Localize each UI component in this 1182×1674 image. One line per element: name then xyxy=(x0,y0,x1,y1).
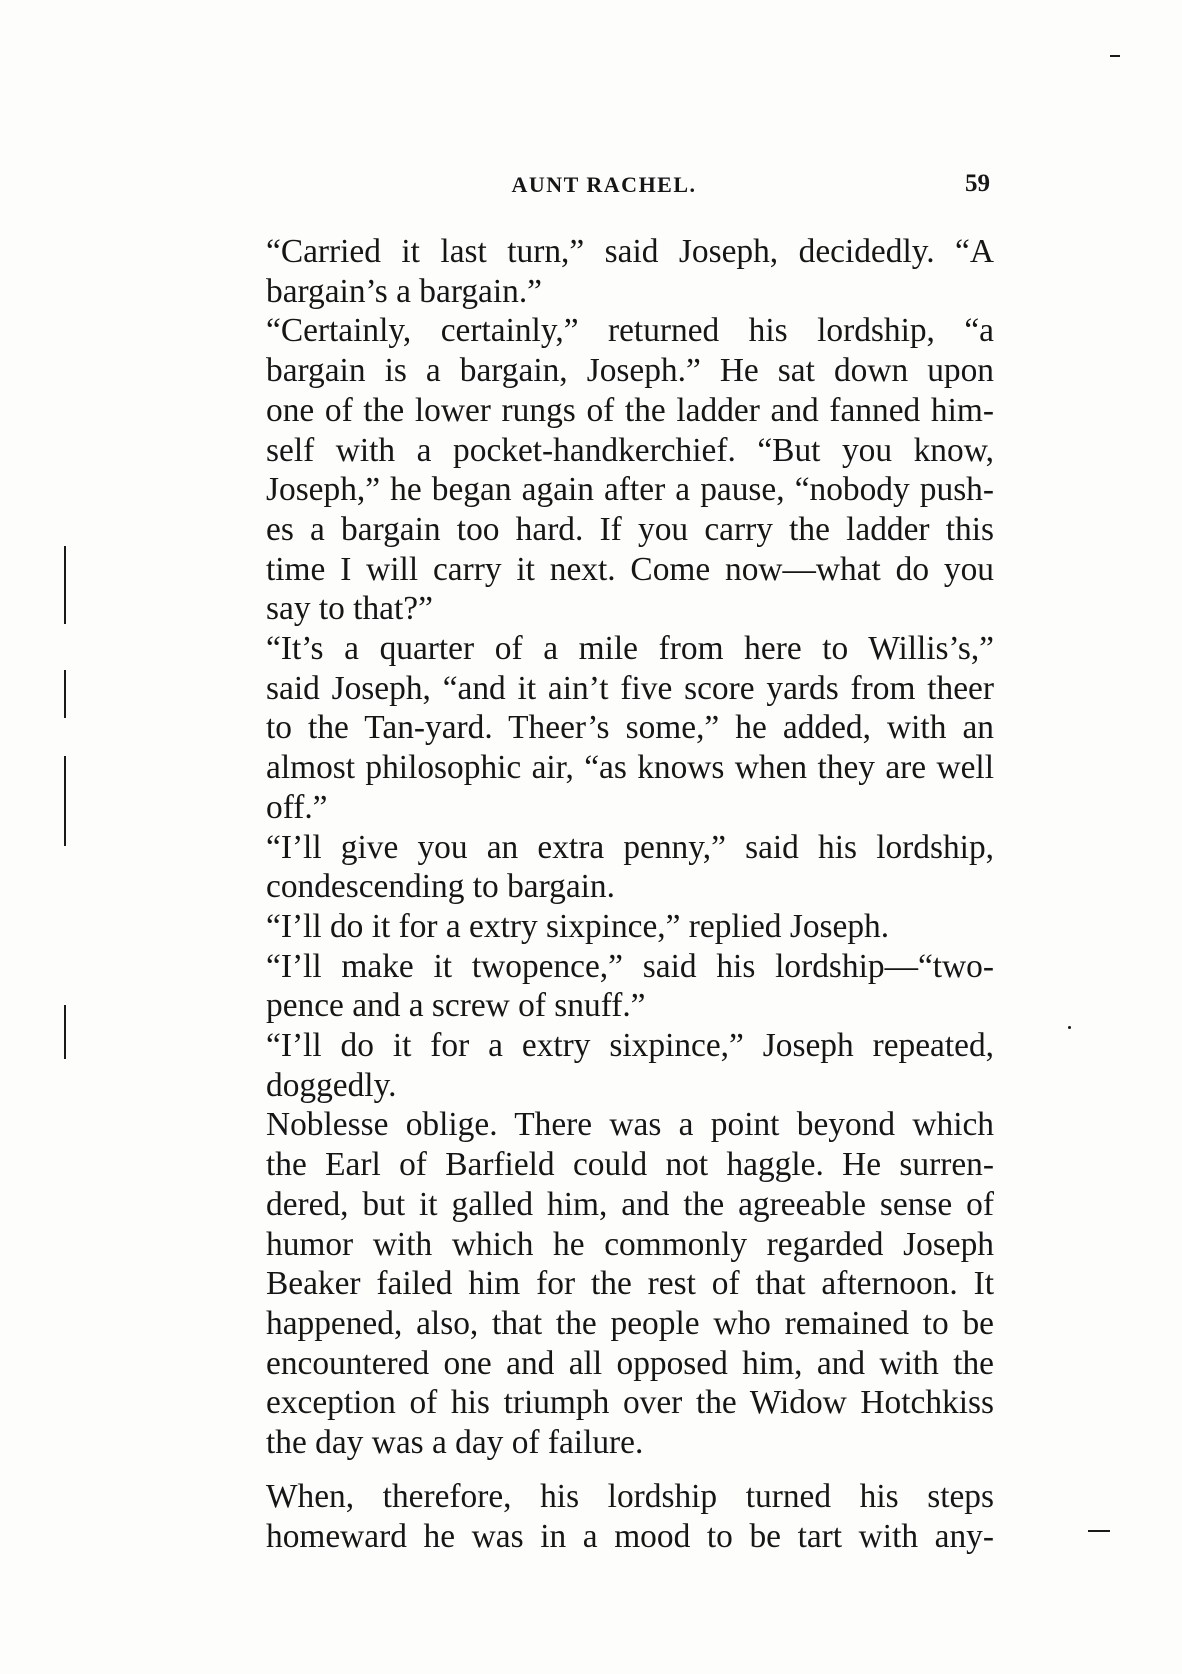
text-line: “I’ll give you an extra penny,” said his lordship, xyxy=(266,828,994,866)
text-line: the day was a day of failure. xyxy=(266,1424,644,1462)
edge-speck xyxy=(1088,1530,1110,1532)
text-line: homeward he was in a mood to be tart with any- xyxy=(266,1517,994,1555)
text-line: happened, also, that the people who remained to be xyxy=(266,1304,994,1342)
text-line: condescending to bargain. xyxy=(266,868,615,906)
text-line: self with a pocket-handkerchief. “But you know, xyxy=(266,431,994,469)
paragraph-7 xyxy=(214,1026,994,1105)
text-line: es a bargain too hard. If you carry the ladder this xyxy=(266,510,994,548)
text-line: “Certainly, certainly,” returned his lordship, “a xyxy=(266,312,994,350)
text-line: bargain is a bargain, Joseph.” He sat down upon xyxy=(266,352,994,390)
paragraph-8 xyxy=(214,1105,994,1462)
text-line: said Joseph, “and it ain’t five score yards from theer xyxy=(266,669,994,707)
body-text xyxy=(214,232,994,1556)
paragraph-6 xyxy=(214,947,994,1026)
edge-speck xyxy=(1110,55,1120,57)
paragraph-2 xyxy=(214,311,994,629)
paragraph-1 xyxy=(214,232,994,311)
text-line: humor with which he commonly regarded Joseph xyxy=(266,1225,994,1263)
text-line: one of the lower rungs of the ladder and fanned him- xyxy=(266,391,994,429)
text-line: Beaker failed him for the rest of that afternoon. It xyxy=(266,1265,994,1303)
text-line: When, therefore, his lordship turned his steps xyxy=(266,1477,994,1515)
text-line: “It’s a quarter of a mile from here to Willis’s,” xyxy=(266,630,994,668)
text-line: bargain’s a bargain.” xyxy=(266,272,542,310)
text-line: doggedly. xyxy=(266,1066,397,1104)
text-line: pence and a screw of snuff.” xyxy=(266,987,646,1025)
margin-mark xyxy=(64,756,66,846)
text-line: dered, but it galled him, and the agreeable sense of xyxy=(266,1185,994,1223)
text-line: say to that?” xyxy=(266,590,433,628)
text-line: exception of his triumph over the Widow Hotchkiss xyxy=(266,1384,994,1422)
running-head: AUNT RACHEL. xyxy=(511,172,697,197)
page-header xyxy=(214,168,994,208)
text-line: almost philosophic air, “as knows when they are well xyxy=(266,749,994,787)
paragraph-9 xyxy=(214,1477,994,1556)
text-line: “I’ll make it twopence,” said his lordship—“two- xyxy=(266,947,994,985)
text-line: encountered one and all opposed him, and with the xyxy=(266,1344,994,1382)
edge-speck xyxy=(1068,1026,1071,1029)
text-line: Noblesse oblige. There was a point beyond which xyxy=(266,1106,994,1144)
text-line: Joseph,” he began again after a pause, “nobody push- xyxy=(266,471,994,509)
margin-mark xyxy=(64,670,66,718)
text-line: “I’ll do it for a extry sixpince,” replied Joseph. xyxy=(266,907,890,945)
text-line: “Carried it last turn,” said Joseph, decidedly. “A xyxy=(266,233,994,270)
text-line: time I will carry it next. Come now—what do you xyxy=(266,550,994,588)
text-line: the Earl of Barfield could not haggle. He surren- xyxy=(266,1146,994,1184)
page-number: 59 xyxy=(965,170,990,197)
margin-mark xyxy=(64,1005,66,1059)
margin-mark xyxy=(64,546,66,624)
paragraph-5 xyxy=(214,907,994,947)
paragraph-3 xyxy=(214,629,994,828)
text-line: to the Tan-yard. Theer’s some,” he added, with an xyxy=(266,709,994,747)
paragraph-4 xyxy=(214,828,994,907)
text-line: “I’ll do it for a extry sixpince,” Joseph repeated, xyxy=(266,1027,994,1065)
text-line: off.” xyxy=(266,788,328,826)
